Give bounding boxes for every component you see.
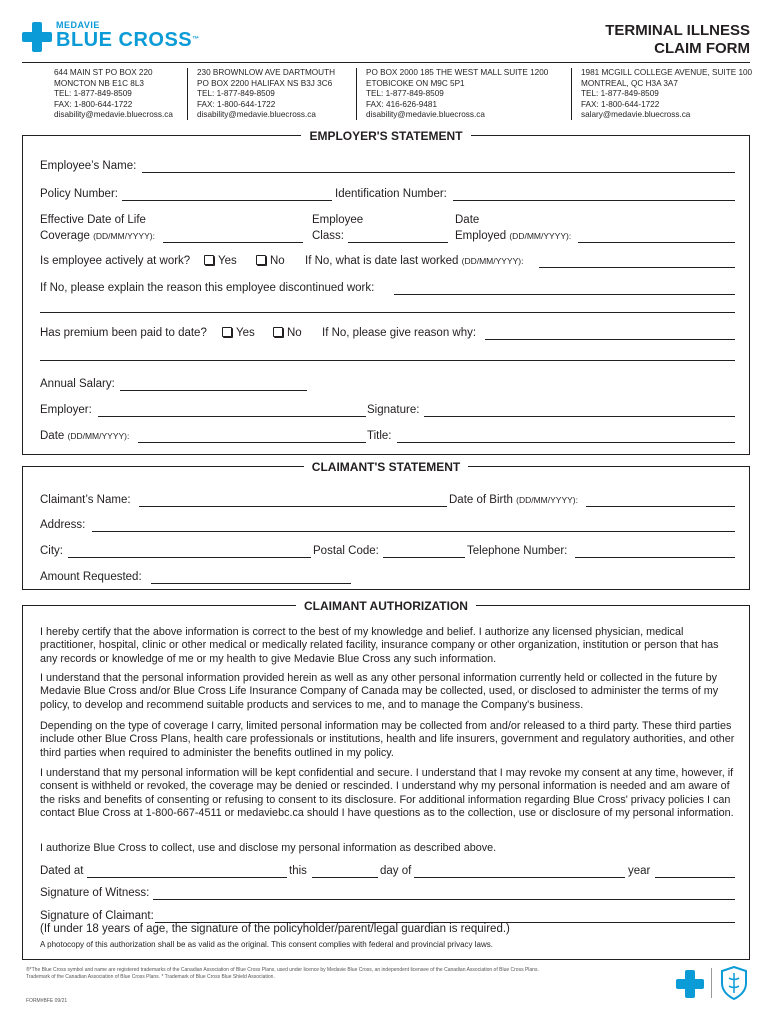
discontinued-work-label: If No, please explain the reason this employee discontinued work: xyxy=(40,282,375,294)
authorization-paragraph-4: I understand that my personal information will be kept confidential and secure. I understand that I may revoke my consent at any time, however, if consent is withheld or revoked, the coverage may be denied or rescinded. I understand why my personal information is needed and am aware of the risks and benefits of consenting or refusing to consent to its disclosure. For additional information regarding Blue Cross' privacy policies I can contact Blue Cross at 1-800-667-4511 or medaviebc.ca should I have questions as to the collection, use or disclosure of my personal information. xyxy=(40,767,734,819)
actively-at-work-yes[interactable]: Yes xyxy=(204,254,237,268)
logo-small-text: MEDAVIE xyxy=(56,20,100,30)
blue-shield-icon xyxy=(720,966,748,1000)
employer-field[interactable] xyxy=(98,416,366,417)
effective-date-field[interactable] xyxy=(163,242,303,243)
date-employed-field[interactable] xyxy=(578,242,735,243)
employer-signature-field[interactable] xyxy=(424,416,735,417)
employee-name-label: Employee’s Name: xyxy=(40,160,137,172)
employer-label: Employer: xyxy=(40,404,92,416)
authorization-section-title: CLAIMANT AUTHORIZATION xyxy=(296,599,476,613)
header-divider xyxy=(22,62,750,63)
form-title: TERMINAL ILLNESS CLAIM FORM xyxy=(605,22,750,57)
trademark-note-2: Trademark of the Canadian Association of Blue Cross Plans. * Trademark of Blue Cross Blue Shield Association. xyxy=(26,974,275,980)
discontinued-work-field[interactable] xyxy=(394,294,735,295)
checkbox-icon[interactable] xyxy=(256,255,266,265)
medavie-blue-cross-logo xyxy=(22,20,242,60)
checkbox-icon[interactable] xyxy=(273,327,283,337)
employer-title-field[interactable] xyxy=(397,442,735,443)
employer-title-label: Title: xyxy=(367,430,392,442)
actively-at-work-no[interactable]: No xyxy=(256,254,285,268)
city-field[interactable] xyxy=(68,557,311,558)
date-of-birth-label: Date of Birth (DD/MM/YYYY): xyxy=(449,494,578,506)
address-field[interactable] xyxy=(92,531,735,532)
form-number: FORM#BFE 09/21 xyxy=(26,998,68,1004)
date-last-worked-label: If No, what is date last worked (DD/MM/YYYY): xyxy=(305,255,524,267)
authorization-paragraph-5: I authorize Blue Cross to collect, use and disclose my personal information as described above. xyxy=(40,842,497,854)
telephone-field[interactable] xyxy=(575,557,735,558)
under-18-note: (If under 18 years of age, the signature of the policyholder/parent/legal guardian is required.) xyxy=(40,923,510,935)
day-of-label: day of xyxy=(380,865,412,877)
discontinued-work-field-2[interactable] xyxy=(40,312,735,313)
claimant-signature-label: Signature of Claimant: xyxy=(40,910,154,922)
policy-number-label: Policy Number: xyxy=(40,188,118,200)
city-label: City: xyxy=(40,545,63,557)
address-dartmouth: 230 BROWNLOW AVE DARTMOUTH PO BOX 2200 HALIFAX NS B3J 3C6 TEL: 1-877-849-8509 FAX: 1-800-644-1722 disability@medavie.bluecross.ca xyxy=(197,68,335,120)
blue-cross-icon xyxy=(676,970,704,998)
effective-date-label-line2: Coverage (DD/MM/YYYY): xyxy=(40,230,155,242)
annual-salary-label: Annual Salary: xyxy=(40,378,115,390)
premium-reason-label: If No, please give reason why: xyxy=(322,327,477,339)
amount-requested-label: Amount Requested: xyxy=(40,571,142,583)
photocopy-note: A photocopy of this authorization shall be as valid as the original. This consent complies with federal and provincial privacy laws. xyxy=(40,940,493,949)
day-field[interactable] xyxy=(312,877,378,878)
checkbox-icon[interactable] xyxy=(222,327,232,337)
address-label: Address: xyxy=(40,519,86,531)
employee-class-field[interactable] xyxy=(348,242,448,243)
logo-big-text: BLUE CROSS™ xyxy=(56,29,200,51)
telephone-label: Telephone Number: xyxy=(467,545,568,557)
date-employed-label-line1: Date xyxy=(455,214,480,226)
address-moncton: 644 MAIN ST PO BOX 220 MONCTON NB E1C 8L3 TEL: 1-877-849-8509 FAX: 1-800-644-1722 disability@medavie.bluecross.ca xyxy=(54,68,173,120)
premium-reason-field[interactable] xyxy=(485,339,735,340)
identification-number-field[interactable] xyxy=(453,200,735,201)
premium-paid-no[interactable]: No xyxy=(273,326,302,340)
dated-at-field[interactable] xyxy=(87,877,287,878)
identification-number-label: Identification Number: xyxy=(335,188,447,200)
address-montreal: 1981 MCGILL COLLEGE AVENUE, SUITE 100 MONTREAL, QC H3A 3A7 TEL: 1-877-849-8509 FAX: 1-800-644-1722 salary@medavie.bluecross.ca xyxy=(581,68,753,120)
amount-requested-field[interactable] xyxy=(151,583,351,584)
year-label: year xyxy=(628,865,651,877)
postal-code-label: Postal Code: xyxy=(313,545,379,557)
employee-class-label-line1: Employee xyxy=(312,214,364,226)
policy-number-field[interactable] xyxy=(122,200,332,201)
dated-at-label: Dated at xyxy=(40,865,84,877)
claimant-section-title: CLAIMANT'S STATEMENT xyxy=(304,460,468,474)
witness-signature-field[interactable] xyxy=(153,899,735,900)
employer-signature-label: Signature: xyxy=(367,404,420,416)
authorization-paragraph-3: Depending on the type of coverage I carry, limited personal information may be collected from and/or released to a third party. These third parties include other Blue Cross Plans, health care professionals or institutions, health and life insurers, government and regulatory authorities, and other third parties when required to administer the benefits outlined in my policy. xyxy=(40,720,735,759)
claimant-name-label: Claimant’s Name: xyxy=(40,494,131,506)
trademark-note-1: ®*The Blue Cross symbol and name are registered trademarks of the Canadian Association of Blue Cross Plans, used under licence by Medavie Blue Cross, an independent licensee of the Canadian Association of Blue Cross Plans. xyxy=(26,967,539,973)
address-separator xyxy=(356,68,357,120)
date-last-worked-field[interactable] xyxy=(539,267,735,268)
address-separator xyxy=(571,68,572,120)
annual-salary-field[interactable] xyxy=(120,390,307,391)
witness-signature-label: Signature of Witness: xyxy=(40,887,150,899)
employee-class-label-line2: Class: xyxy=(312,230,344,242)
premium-paid-label: Has premium been paid to date? xyxy=(40,327,207,339)
logo-divider xyxy=(711,968,712,998)
employee-name-field[interactable] xyxy=(142,172,735,173)
date-of-birth-field[interactable] xyxy=(586,506,735,507)
actively-at-work-label: Is employee actively at work? xyxy=(40,255,191,267)
employer-section-title: EMPLOYER'S STATEMENT xyxy=(301,129,470,143)
address-etobicoke: PO BOX 2000 185 THE WEST MALL SUITE 1200 ETOBICOKE ON M9C 5P1 TEL: 1-877-849-8509 FAX: 416-626-9481 disability@medavie.bluecross.ca xyxy=(366,68,549,120)
authorization-paragraph-1: I hereby certify that the above information is correct to the best of my knowledge and belief. I authorize any licensed physician, medical practitioner, hospital, clinic or other medical or medically related facility, insurance company or other organization, institution or person that has any records or knowledge of me or my health to give Medavie Blue Cross any such information. xyxy=(40,626,719,665)
claimant-name-field[interactable] xyxy=(139,506,447,507)
employer-date-field[interactable] xyxy=(138,442,366,443)
postal-code-field[interactable] xyxy=(383,557,465,558)
address-separator xyxy=(187,68,188,120)
month-field[interactable] xyxy=(414,877,625,878)
date-employed-label-line2: Employed (DD/MM/YYYY): xyxy=(455,230,572,242)
effective-date-label-line1: Effective Date of Life xyxy=(40,214,146,226)
year-field[interactable] xyxy=(655,877,735,878)
checkbox-icon[interactable] xyxy=(204,255,214,265)
premium-reason-field-2[interactable] xyxy=(40,360,735,361)
employer-date-label: Date (DD/MM/YYYY): xyxy=(40,430,130,442)
authorization-paragraph-2: I understand that the personal information provided herein as well as any other personal information currently held or collected in the future by Medavie Blue Cross and/or Blue Cross Life Insurance Company of Canada may be collected, used, or disclosed to administer the terms of my policy, to develop and recommend suitable products and services to me, and to manage the Company's business. xyxy=(40,672,719,711)
blue-cross-icon xyxy=(22,22,52,52)
this-label: this xyxy=(289,865,307,877)
premium-paid-yes[interactable]: Yes xyxy=(222,326,255,340)
